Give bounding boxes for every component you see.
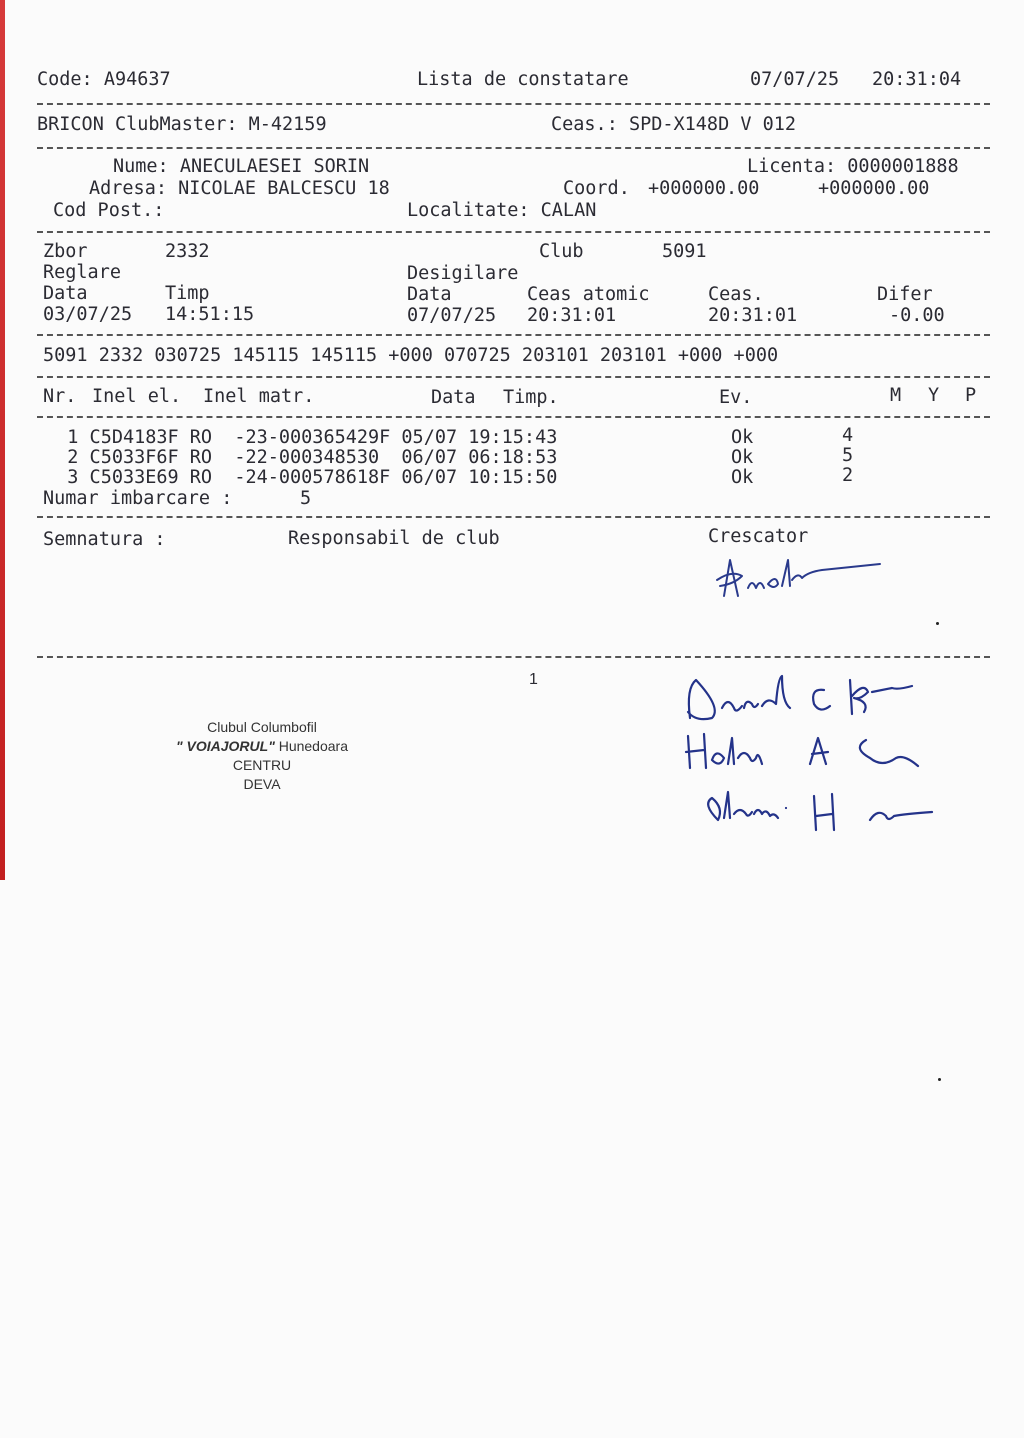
zbor-label: Zbor bbox=[43, 241, 88, 262]
row-ev: Ok bbox=[731, 427, 754, 448]
page-number: 1 bbox=[529, 671, 538, 688]
col-data: Data bbox=[43, 283, 88, 304]
postal-code: Cod Post.: bbox=[53, 200, 165, 221]
club-responsible-label: Responsabil de club bbox=[288, 528, 500, 549]
separator bbox=[37, 516, 990, 518]
row-m: 4 bbox=[842, 425, 854, 446]
ink-dot bbox=[938, 1078, 941, 1081]
owner-address: Adresa: NICOLAE BALCESCU 18 bbox=[89, 178, 390, 199]
col-inel-matr: Inel matr. bbox=[203, 386, 315, 407]
col-timp: Timp bbox=[165, 283, 210, 304]
page-edge bbox=[0, 0, 5, 880]
separator bbox=[37, 231, 990, 233]
separator bbox=[37, 334, 990, 336]
col-y: Y bbox=[928, 385, 940, 406]
stamp-line: CENTRU bbox=[232, 757, 292, 773]
owner-license: Licenta: 0000001888 bbox=[747, 156, 959, 177]
separator bbox=[37, 103, 990, 105]
row-m: 5 bbox=[842, 445, 854, 466]
separator bbox=[37, 376, 990, 378]
coord-x: +000000.00 bbox=[648, 178, 760, 199]
club-label: Club bbox=[539, 241, 584, 262]
stamp-line bbox=[152, 737, 372, 756]
code-line: 5091 2332 030725 145115 145115 +000 070725 203101 203101 +000 +000 bbox=[43, 345, 779, 366]
signature-label: Semnatura : bbox=[43, 529, 166, 550]
reglare-date: 03/07/25 bbox=[43, 304, 133, 325]
stamp-club-name: " VOIAJORUL" bbox=[175, 738, 275, 754]
coord-y: +000000.00 bbox=[818, 178, 930, 199]
coord-label: Coord. bbox=[563, 178, 630, 199]
row-m: 2 bbox=[842, 465, 854, 486]
separator bbox=[37, 656, 990, 658]
col-data: Data bbox=[431, 387, 476, 408]
clubmaster-device: BRICON ClubMaster: M-42159 bbox=[37, 114, 327, 135]
document-title: Lista de constatare bbox=[417, 69, 629, 90]
reglare-time: 14:51:15 bbox=[165, 304, 255, 325]
club-stamp bbox=[152, 718, 372, 794]
col-p: P bbox=[965, 385, 977, 406]
boarding-value: 5 bbox=[300, 488, 312, 509]
ink-dot bbox=[936, 622, 939, 625]
breeder-signature bbox=[712, 552, 890, 602]
header-date: 07/07/25 bbox=[750, 69, 840, 90]
difference-value: -0.00 bbox=[889, 305, 945, 326]
table-row: 2 C5033F6F RO -22-000348530 06/07 06:18:53 bbox=[45, 447, 558, 468]
separator bbox=[37, 147, 990, 149]
stamp-line: DEVA bbox=[243, 776, 281, 792]
col-m: M bbox=[890, 385, 902, 406]
breeder-label: Crescator bbox=[708, 526, 809, 547]
zbor-value: 2332 bbox=[165, 241, 210, 262]
col-inel-el: Inel el. bbox=[92, 386, 182, 407]
col-ceas-atomic: Ceas atomic bbox=[527, 284, 650, 305]
committee-signatures bbox=[682, 668, 944, 838]
desigilare-atomic-time: 20:31:01 bbox=[527, 305, 617, 326]
code-label: Code: A94637 bbox=[37, 69, 171, 90]
row-ev: Ok bbox=[731, 467, 754, 488]
col-difer: Difer bbox=[877, 284, 933, 305]
owner-name: Nume: ANECULAESEI SORIN bbox=[113, 156, 370, 177]
boarding-label: Numar imbarcare : bbox=[43, 488, 233, 509]
col-ev: Ev. bbox=[719, 387, 753, 408]
desigilare-date: 07/07/25 bbox=[407, 305, 497, 326]
col-nr: Nr. bbox=[43, 386, 77, 407]
reglare-label: Reglare bbox=[43, 262, 121, 283]
club-value: 5091 bbox=[662, 241, 707, 262]
header-time: 20:31:04 bbox=[872, 69, 962, 90]
col-ceas: Ceas. bbox=[708, 284, 764, 305]
desigilare-clock-time: 20:31:01 bbox=[708, 305, 798, 326]
stamp-line: Clubul Columbofil bbox=[207, 719, 317, 735]
table-row: 1 C5D4183F RO -23-000365429F 05/07 19:15:43 bbox=[45, 427, 558, 448]
desigilare-label: Desigilare bbox=[407, 263, 519, 284]
clock-id: Ceas.: SPD-X148D V 012 bbox=[551, 114, 797, 135]
stamp-city: Hunedoara bbox=[274, 738, 348, 754]
separator bbox=[37, 416, 990, 418]
col-data: Data bbox=[407, 284, 452, 305]
row-ev: Ok bbox=[731, 447, 754, 468]
table-row: 3 C5033E69 RO -24-000578618F 06/07 10:15:50 bbox=[45, 467, 558, 488]
col-timp: Timp. bbox=[503, 387, 559, 408]
locality: Localitate: CALAN bbox=[407, 200, 597, 221]
